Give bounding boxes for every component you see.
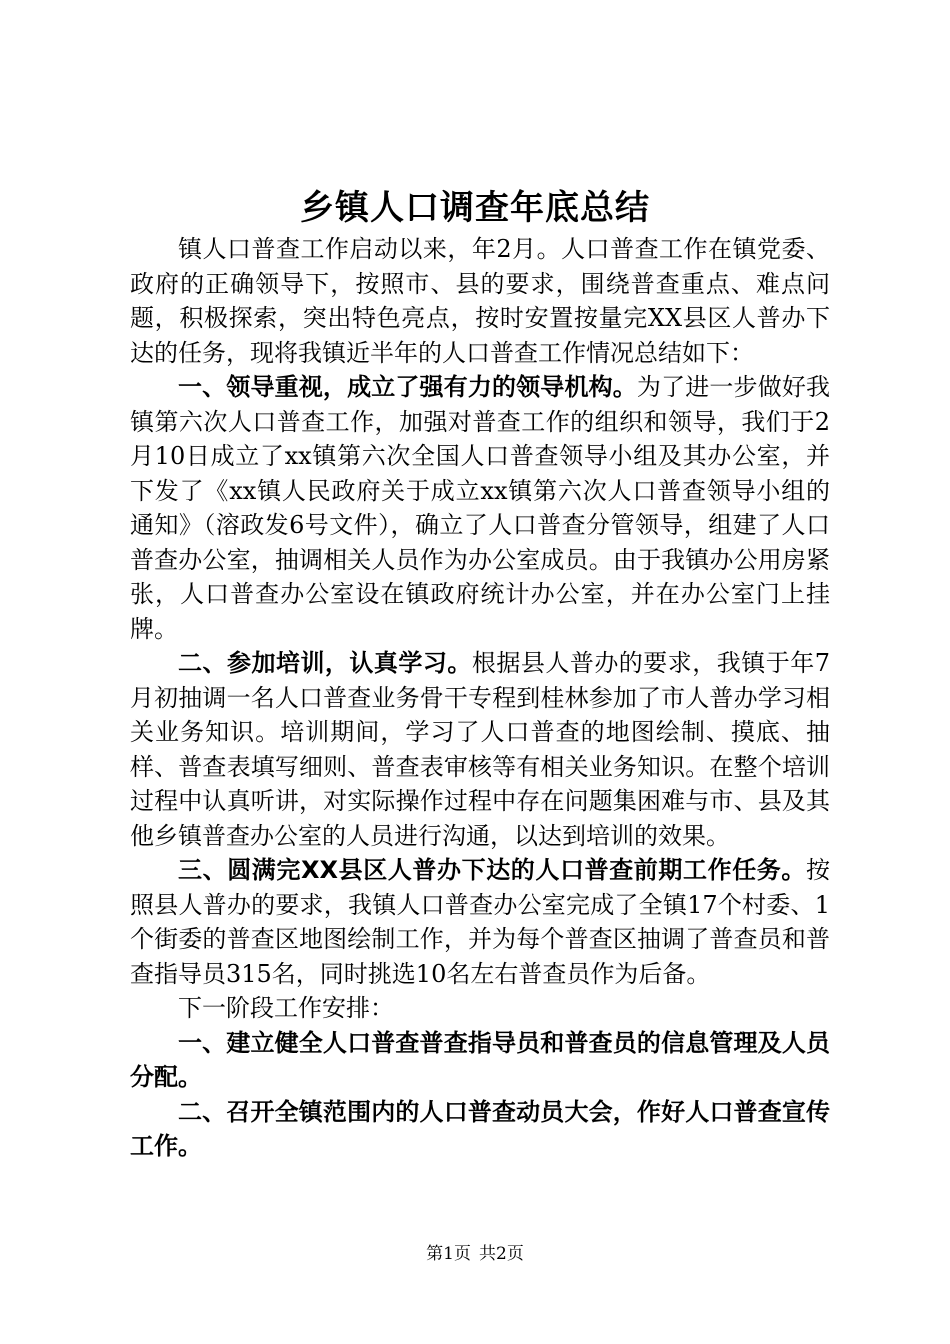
paragraph-heading: 二、召开全镇范围内的人口普查动员大会，作好人口普查宣传工作。 <box>130 1097 830 1160</box>
page-number: 第1页 <box>426 1244 471 1264</box>
page-total: 共2页 <box>479 1244 524 1264</box>
paragraph-section-3 <box>130 853 830 991</box>
paragraph-plan-2 <box>130 1095 830 1164</box>
paragraph-plan-1 <box>130 1026 830 1095</box>
paragraph-heading: 三、圆满完XX县区人普办下达的人口普查前期工作任务。 <box>178 856 806 884</box>
paragraph-heading: 一、建立健全人口普查普查指导员和普查员的信息管理及人员分配。 <box>130 1028 830 1091</box>
paragraph-text: 下一阶段工作安排： <box>178 994 394 1022</box>
paragraph-next-steps <box>130 991 830 1026</box>
document-title: 乡镇人口调查年底总结 <box>300 188 650 228</box>
paragraph-heading: 一、领导重视，成立了强有力的领导机构。 <box>178 373 637 401</box>
paragraph-section-1 <box>130 370 830 646</box>
paragraph-text: 根据县人普办的要求，我镇于年7月初抽调一名人口普查业务骨干专程到桂林参加了市人普办学习相关业务知识。培训期间，学习了人口普查的地图绘制、摸底、抽样、普查表填写细则、普查表审核等有相关业务知识。在整个培训过程中认真听讲，对实际操作过程中存在问题集困难与市、县及其他乡镇普查办公室的人员进行沟通，以达到培训的效果。 <box>130 649 830 850</box>
page-footer <box>0 1242 950 1266</box>
paragraph-text: 镇人口普查工作启动以来，年2月。人口普查工作在镇党委、政府的正确领导下，按照市、县的要求，围绕普查重点、难点问题，积极探索，突出特色亮点，按时安置按量完XX县区人普办下达的任务，现将我镇近半年的人口普查工作情况总结如下： <box>130 235 830 367</box>
paragraph-heading: 二、参加培训，认真学习。 <box>178 649 472 677</box>
paragraph-section-2 <box>130 646 830 853</box>
paragraph-text: 为了进一步做好我镇第六次人口普查工作，加强对普查工作的组织和领导，我们于2月10日成立了xx镇第六次全国人口普查领导小组及其办公室，并下发了《xx镇人民政府关于成立xx镇第六次人口普查领导小组的通知》（溶政发6号文件），确立了人口普查分管领导，组建了人口普查办公室，抽调相关人员作为办公室成员。由于我镇办公用房紧张，人口普查办公室设在镇政府统计办公室，并在办公室门上挂牌。 <box>130 373 830 643</box>
paragraph-intro <box>130 232 830 370</box>
document-body <box>130 232 830 1164</box>
paragraph-text: 按照县人普办的要求，我镇人口普查办公室完成了全镇17个村委、1个街委的普查区地图绘制工作，并为每个普查区抽调了普查员和普查指导员315名，同时挑选10名左右普查员作为后备。 <box>130 856 830 988</box>
